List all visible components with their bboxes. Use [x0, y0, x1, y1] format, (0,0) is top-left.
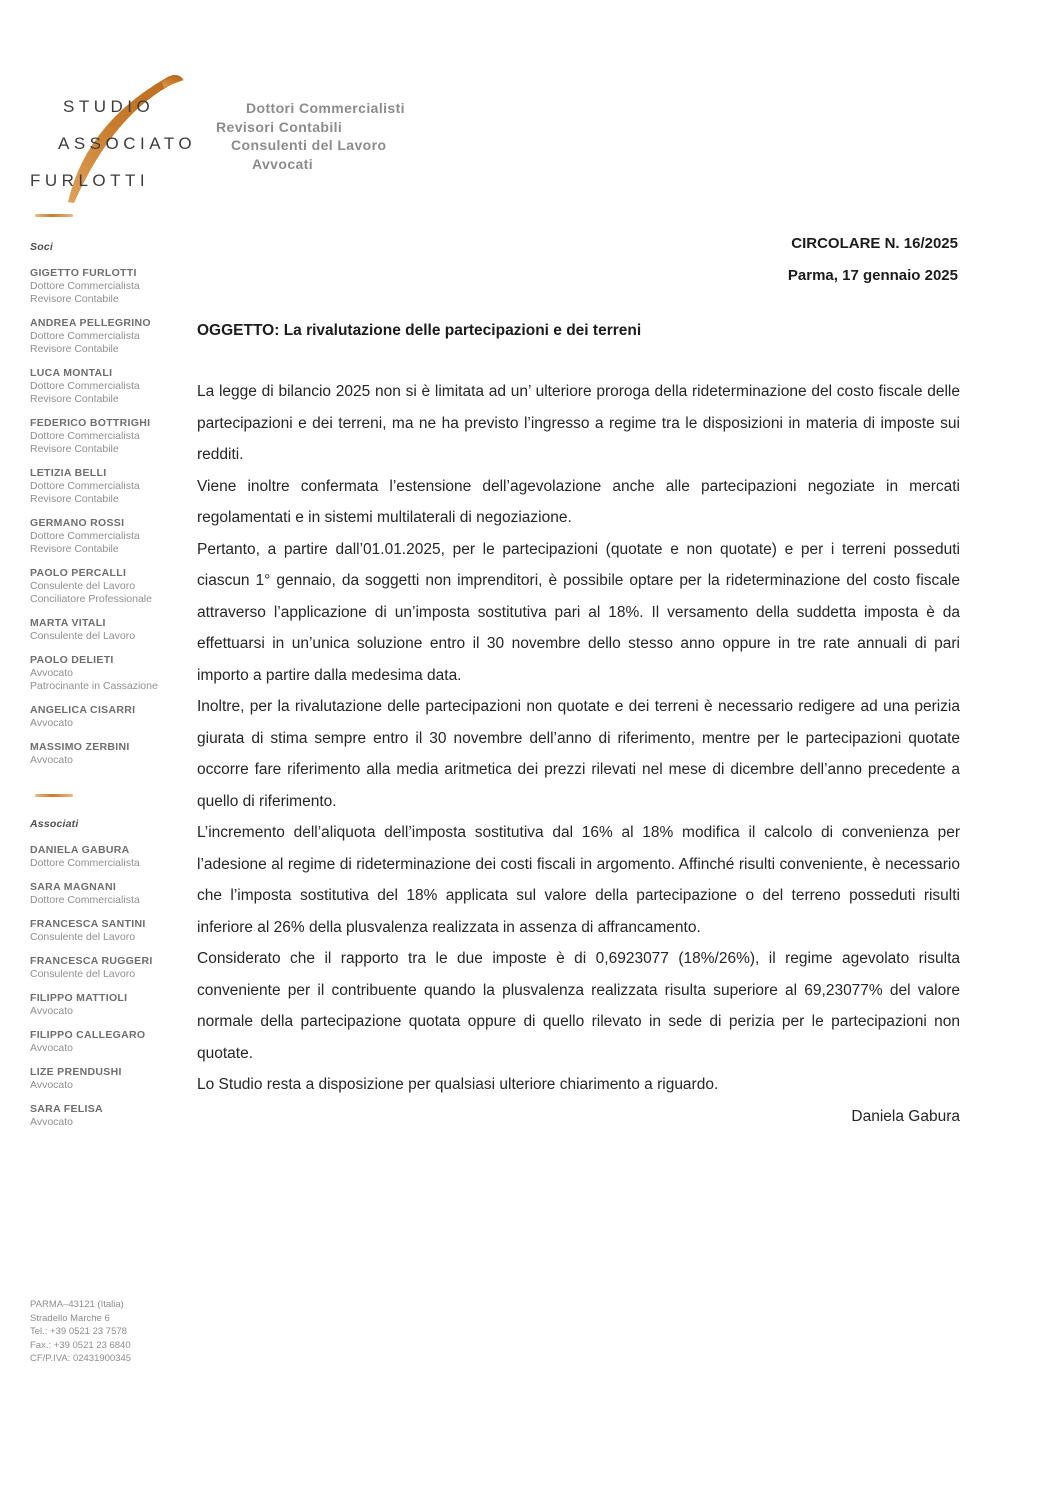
member-entry	[30, 955, 190, 981]
body-paragraph: La legge di bilancio 2025 non si è limitata ad un’ ulteriore proroga della rideterminazione del costo fiscale delle partecipazioni e dei terreni, ma ne ha previsto l’ingresso a regime tra le disposizioni in materia di imposte sui redditi.	[197, 383, 960, 463]
address-line: Stradello Marche 6	[30, 1312, 110, 1324]
member-name: LIZE PRENDUSHI	[30, 1066, 122, 1078]
address-line: Tel.: +39 0521 23 7578	[30, 1326, 127, 1337]
member-role: Avvocato	[30, 717, 73, 729]
closing-line: Lo Studio resta a disposizione per qualsiasi ulteriore chiarimento a riguardo.	[197, 1076, 719, 1093]
member-role: Dottore Commercialista	[30, 430, 140, 442]
member-entry	[30, 567, 190, 606]
member-entry	[30, 417, 190, 456]
member-name: PAOLO PERCALLI	[30, 567, 127, 579]
body-paragraph: Inoltre, per la rivalutazione delle partecipazioni non quotate e dei terreni è necessario redigere ad una perizia giurata di stima sempre entro il 30 novembre dell’anno di riferimento, mentre per le partecipazioni quotate occorre fare riferimento alla media aritmetica dei prezzi rilevati nel mese di dicembre dell’anno precedente a quello di riferimento.	[197, 698, 960, 810]
member-role: Avvocato	[30, 1042, 73, 1054]
member-role: Dottore Commercialista	[30, 480, 140, 492]
sidebar-divider	[35, 214, 73, 217]
member-entry	[30, 741, 190, 767]
service-line: Avvocati	[252, 155, 314, 172]
member-name: GERMANO ROSSI	[30, 517, 125, 529]
member-name: LETIZIA BELLI	[30, 467, 107, 479]
member-name: ANDREA PELLEGRINO	[30, 317, 151, 329]
member-role: Consulente del Lavoro	[30, 931, 136, 943]
logo-line: STUDIO	[63, 97, 155, 116]
member-role: Consulente del Lavoro	[30, 630, 136, 642]
circolare-date: Parma, 17 gennaio 2025	[787, 267, 958, 284]
member-entry	[30, 267, 190, 306]
member-entry	[30, 1066, 190, 1092]
member-entry	[30, 317, 190, 356]
member-name: PAOLO DELIETI	[30, 654, 114, 666]
logo	[30, 88, 196, 199]
member-role: Revisore Contabile	[30, 443, 119, 455]
service-line: Consulenti del Lavoro	[231, 137, 387, 153]
member-role: Patrocinante in Cassazione	[30, 680, 158, 692]
member-entry	[30, 918, 190, 944]
member-role: Dottore Commercialista	[30, 530, 140, 542]
member-role: Dottore Commercialista	[30, 894, 140, 906]
body-paragraph: Pertanto, a partire dall’01.01.2025, per le partecipazioni (quotate e non quotate) e per i terreni posseduti ciascun 1° gennaio, da soggetti non imprenditori, è possibile optare per la rideterminazione del costo fiscale attraverso l’applicazione di un’imposta sostitutiva pari al 18%. Il versamento della suddetta imposta è da effettuarsi in un’unica soluzione entro il 30 novembre dello stesso anno oppure in tre rate annuali di pari importo a partire dalla medesima data.	[197, 540, 960, 684]
logo-line: ASSOCIATO	[58, 134, 197, 153]
address-line: CF/P.IVA: 02431900345	[30, 1353, 132, 1364]
member-name: GIGETTO FURLOTTI	[30, 267, 137, 279]
member-role: Avvocato	[30, 1005, 73, 1017]
member-role: Revisore Contabile	[30, 393, 119, 405]
address-line: Fax.: +39 0521 23 6840	[30, 1339, 131, 1351]
member-entry	[30, 517, 190, 556]
member-role: Consulente del Lavoro	[30, 968, 136, 980]
soci-label: Soci	[30, 241, 53, 253]
member-name: SARA MAGNANI	[30, 881, 117, 893]
member-role: Avvocato	[30, 667, 73, 679]
member-role: Revisore Contabile	[30, 543, 119, 555]
member-name: FILIPPO MATTIOLI	[30, 992, 128, 1004]
member-role: Avvocato	[30, 754, 73, 766]
signature: Daniela Gabura	[851, 1107, 960, 1125]
member-role: Dottore Commercialista	[30, 330, 140, 342]
member-role: Revisore Contabile	[30, 293, 119, 305]
sidebar-divider	[35, 794, 73, 797]
member-name: FILIPPO CALLEGARO	[30, 1029, 146, 1041]
member-name: DANIELA GABURA	[30, 844, 130, 856]
member-role: Avvocato	[30, 1079, 73, 1091]
letter-body	[197, 376, 960, 1132]
member-name: FRANCESCA SANTINI	[30, 918, 146, 930]
firm-address	[30, 1298, 131, 1366]
member-entry	[30, 844, 190, 870]
body-paragraph: Viene inoltre confermata l’estensione dell’agevolazione anche alle partecipazioni negoziate in mercati regolamentati e in sistemi multilaterali di negoziazione.	[197, 477, 960, 526]
member-entry	[30, 992, 190, 1018]
member-name: SARA FELISA	[30, 1103, 103, 1115]
member-entry	[30, 1103, 190, 1129]
member-role: Dottore Commercialista	[30, 380, 140, 392]
circolare-header	[788, 228, 958, 292]
soci-list	[30, 267, 190, 778]
member-role: Conciliatore Professionale	[30, 593, 152, 605]
member-role: Dottore Commercialista	[30, 857, 140, 869]
member-entry	[30, 704, 190, 730]
member-role: Revisore Contabile	[30, 493, 119, 505]
member-entry	[30, 654, 190, 693]
firm-services	[216, 99, 405, 173]
member-name: FEDERICO BOTTRIGHI	[30, 417, 151, 429]
associati-label: Associati	[30, 818, 79, 830]
member-entry	[30, 617, 190, 643]
member-entry	[30, 467, 190, 506]
member-entry	[30, 1029, 190, 1055]
member-role: Avvocato	[30, 1116, 73, 1128]
member-role: Dottore Commercialista	[30, 280, 140, 292]
member-name: ANGELICA CISARRI	[30, 704, 136, 716]
member-name: LUCA MONTALI	[30, 367, 113, 379]
member-name: MARTA VITALI	[30, 617, 106, 629]
body-paragraph: L’incremento dell’aliquota dell’imposta sostitutiva dal 16% al 18% modifica il calcolo di convenienza per l’adesione al regime di rideterminazione dei costi fiscali in argomento. Affinché risulti conveniente, è necessario che l’imposta sostitutiva del 18% applicata sul valore della partecipazione o del terreno posseduti risulti inferiore al 26% della plusvalenza realizzata in assenza di affrancamento.	[197, 824, 960, 936]
service-line: Dottori Commercialisti	[246, 100, 405, 116]
circolare-number: CIRCOLARE N. 16/2025	[791, 235, 958, 252]
member-entry	[30, 367, 190, 406]
service-line: Revisori Contabili	[216, 118, 343, 135]
member-role: Revisore Contabile	[30, 343, 119, 355]
associati-list	[30, 844, 190, 1140]
body-paragraph: Considerato che il rapporto tra le due imposte è di 0,6923077 (18%/26%), il regime agevolato risulta conveniente per il contribuente quando la plusvalenza realizzata risulta superiore al 69,23077% del valore normale della partecipazione quotata oppure di quello rilevato in sede di perizia per le partecipazioni non quotate.	[197, 950, 960, 1062]
member-name: FRANCESCA RUGGERI	[30, 955, 153, 967]
member-entry	[30, 881, 190, 907]
subject-line: OGGETTO: La rivalutazione delle partecipazioni e dei terreni	[197, 322, 642, 339]
member-name: MASSIMO ZERBINI	[30, 741, 130, 753]
logo-line: FURLOTTI	[30, 171, 150, 190]
member-role: Consulente del Lavoro	[30, 580, 136, 592]
address-line: PARMA–43121 (Italia)	[30, 1299, 124, 1310]
